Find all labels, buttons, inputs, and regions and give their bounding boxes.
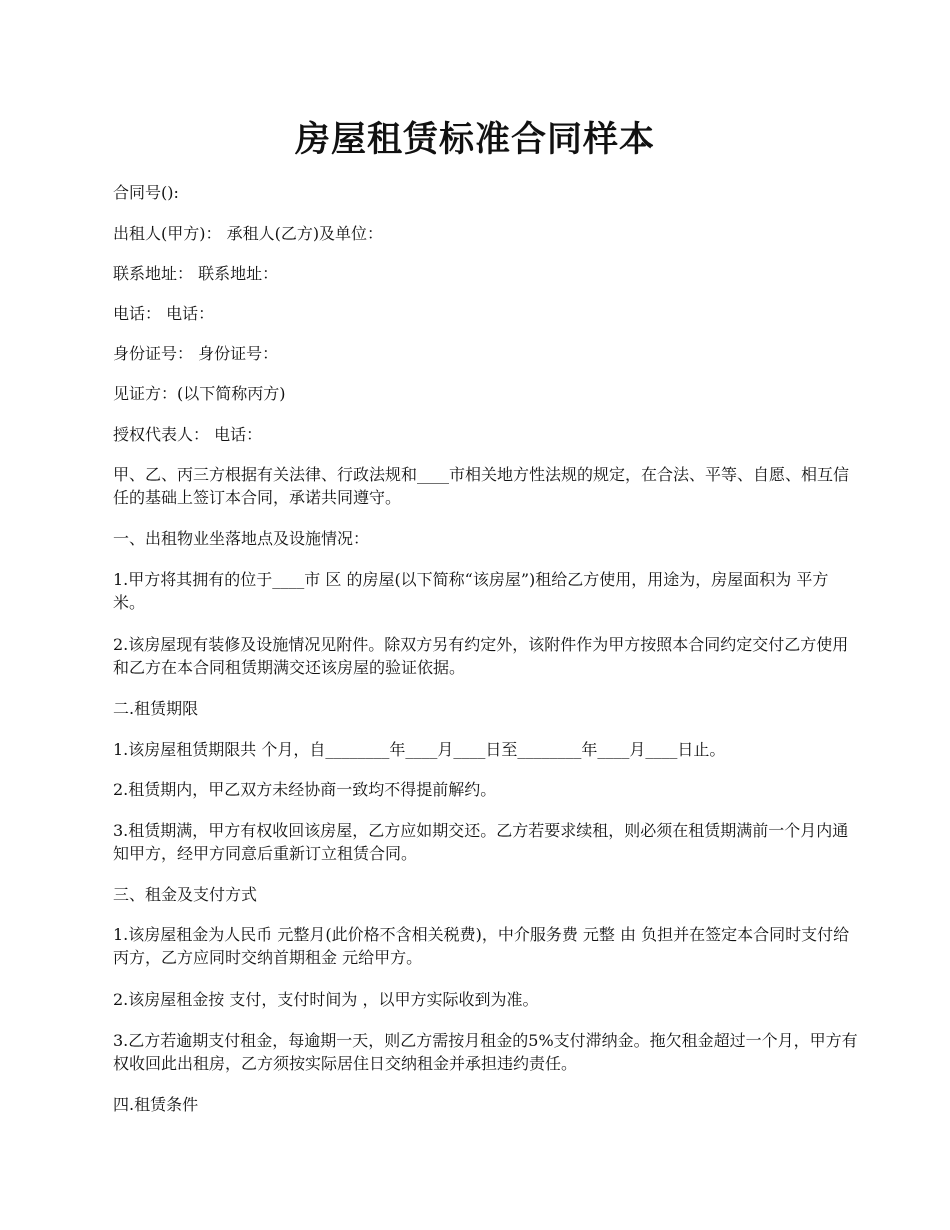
clause-3-2: 2.该房屋租金按 支付，支付时间为 ，以甲方实际收到为准。 (113, 990, 539, 1009)
representative-line: 授权代表人： 电话： (113, 425, 263, 444)
clause-2-1: 1.该房屋租赁期限共 个月，自________年____月____日至________年____月____日止。 (113, 740, 726, 759)
preamble-paragraph: 甲、乙、丙三方根据有关法律、行政法规和____市相关地方性法规的规定，在合法、平等、自愿、相互信任的基础上签订本合同，承诺共同遵守。 (113, 465, 850, 507)
witness-line: 见证方：(以下简称丙方) (113, 384, 286, 403)
section-1-heading: 一、出租物业坐落地点及设施情况： (113, 529, 370, 548)
section-3-heading: 三、租金及支付方式 (113, 885, 258, 904)
document-title: 房屋租赁标准合同样本 (294, 119, 655, 160)
address-line: 联系地址： 联系地址： (113, 264, 279, 283)
clause-2-2: 2.租赁期内，甲乙双方未经协商一致均不得提前解约。 (113, 780, 497, 799)
contract-number-line: 合同号(): (113, 183, 179, 202)
clause-1-2: 2.该房屋现有装修及设施情况见附件。除双方另有约定外，该附件作为甲方按照本合同约定交付乙方使用和乙方在本合同租赁期满交还该房屋的验证依据。 (113, 635, 849, 677)
section-2-heading: 二.租赁期限 (113, 699, 199, 718)
clause-1-1: 1.甲方将其拥有的位于____市 区 的房屋(以下简称“该房屋”)租给乙方使用，用途为，房屋面积为 平方米。 (113, 570, 829, 612)
section-4-heading: 四.租赁条件 (113, 1095, 199, 1114)
parties-line: 出租人(甲方)： 承租人(乙方)及单位： (113, 224, 384, 243)
id-number-line: 身份证号： 身份证号： (113, 344, 279, 363)
phone-line: 电话： 电话： (113, 304, 215, 323)
clause-3-3: 3.乙方若逾期支付租金，每逾期一天，则乙方需按月租金的5%支付滞纳金。拖欠租金超过一个月，甲方有权收回此出租房，乙方须按实际居住日交纳租金并承担违约责任。 (113, 1031, 858, 1073)
clause-2-3: 3.租赁期满，甲方有权收回该房屋，乙方应如期交还。乙方若要求续租，则必须在租赁期满前一个月内通知甲方，经甲方同意后重新订立租赁合同。 (113, 821, 849, 863)
clause-3-1: 1.该房屋租金为人民币 元整月(此价格不含相关税费)，中介服务费 元整 由 负担并在签定本合同时支付给丙方，乙方应同时交纳首期租金 元给甲方。 (113, 925, 850, 967)
